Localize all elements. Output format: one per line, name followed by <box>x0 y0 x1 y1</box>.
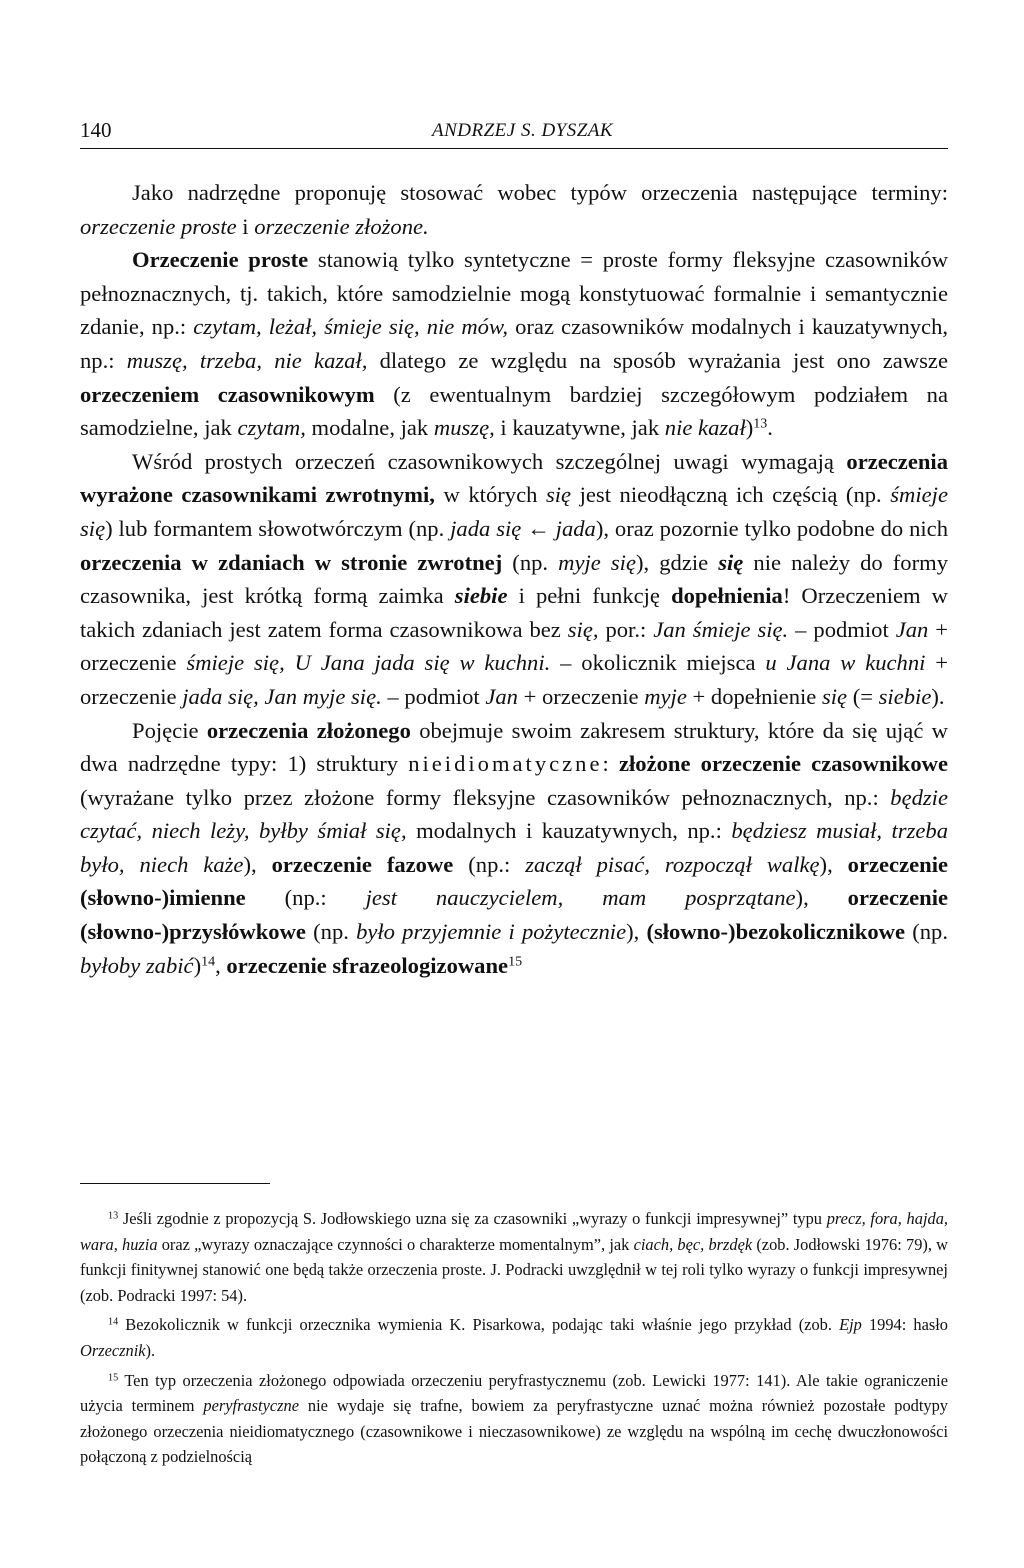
text-run: siebie <box>878 683 932 709</box>
text-run: śmieje się <box>80 482 948 541</box>
text-run: Jan śmieje się. <box>653 616 789 642</box>
text-run: Ejp <box>839 1315 862 1335</box>
text-run: muszę, <box>433 415 495 441</box>
text-run: siebie <box>454 583 508 609</box>
text-run: Jako nadrzędne proponuję stosować wobec typów orzeczenia następujące terminy: <box>132 180 948 205</box>
text-run: (zob. Jodłowski 1976: 79), w funkcji finitywnej stanowić one będą także orzeczenia proste. J. Podracki uwzględnił w tej roli tylko wyrazy o funkcji impresywnej (zob. Podracki 1997: 54). <box>80 1234 948 1305</box>
text-run: u Jana w kuchni <box>765 650 926 676</box>
text-run: orzeczenie proste <box>80 213 237 239</box>
text-run: ), <box>795 885 848 911</box>
text-run: śmieje się, U Jana jada się w kuchni. <box>186 650 551 676</box>
text-run: orzeczenie (słowno-)imienne <box>80 851 948 911</box>
text-run: + dopełnienie <box>686 683 822 709</box>
text-run: orzeczenie fazowe <box>271 851 454 877</box>
text-run: będzie czytać, niech leży, byłby śmiał się, <box>80 784 948 844</box>
text-run: nie należy do formy czasownika, jest krótką formą zaimka <box>80 549 948 609</box>
text-run: Orzeczenie proste <box>132 247 309 273</box>
text-run: ) lub formantem słowotwórczym (np. <box>105 515 451 541</box>
text-run: (np. <box>305 919 357 945</box>
text-run: ), <box>626 919 647 945</box>
text-run: ), <box>243 851 272 877</box>
text-run: muszę, trzeba, nie kazał, <box>126 347 368 373</box>
text-run: jada się, Jan myje się. <box>182 683 382 709</box>
footnote-14 <box>80 1312 948 1363</box>
text-run: ). <box>145 1340 156 1360</box>
text-run: i <box>236 213 255 239</box>
text-run: zaczął pisać, rozpoczął walkę <box>525 851 820 877</box>
running-head: ANDRZEJ S. DYSZAK <box>432 120 614 141</box>
text-run: Jan <box>895 616 929 642</box>
text-run: (słowno-)bezokolicznikowe <box>646 919 906 945</box>
paragraph-1 <box>80 176 948 243</box>
text-run: orzeczenie złożone. <box>254 213 429 239</box>
footnote-ref: 13 <box>108 1210 119 1222</box>
text-run: ), oraz pozornie tylko podobne do nich <box>595 515 948 541</box>
text-run: modalnych i kauzatywnych, np.: <box>406 818 732 844</box>
text-run: orzeczenie (słowno-)przysłówkowe <box>80 885 949 945</box>
text-run: orzeczenia złożonego <box>206 717 411 743</box>
text-run: (= <box>847 683 879 709</box>
text-run: czytam, leżał, śmieje się, nie mów, <box>193 314 509 340</box>
text-run: orzeczeniem czasownikowym <box>80 381 375 407</box>
text-run: było przyjemnie i pożytecznie <box>356 919 627 945</box>
paragraph-4 <box>80 714 948 983</box>
text-run: ciach, bęc, brzdęk <box>633 1234 753 1254</box>
text-run: + orzeczenie <box>80 616 949 676</box>
text-run: się <box>718 549 744 575</box>
text-run: nie kazał <box>664 415 746 441</box>
text-run: byłoby zabić <box>80 952 194 978</box>
text-run: + orzeczenie <box>80 650 949 709</box>
text-run: – podmiot <box>381 683 486 709</box>
text-run: dopełnienia <box>671 583 783 609</box>
footnote-15 <box>80 1368 948 1470</box>
text-run: i pełni funkcję <box>507 583 672 609</box>
page-number: 140 <box>80 118 112 142</box>
text-run: Ten typ orzeczenia złożonego odpowiada orzeczeniu peryfrastycznemu (zob. Lewicki 1977: 141). Ale takie ograniczenie użycia terminem <box>80 1370 948 1416</box>
footnote-ref: 14 <box>201 953 216 969</box>
text-run: orzeczenia wyrażone czasownikami zwrotnymi, <box>80 448 948 508</box>
text-run: jada się ← jada <box>450 515 596 541</box>
text-run: oraz „wyrazy oznaczające czynności o charakterze momentalnym”, jak <box>157 1234 634 1254</box>
text-run: będziesz musiał, trzeba było, niech każe <box>80 818 948 877</box>
text-run: złożone orzeczenie czasownikowe <box>618 751 948 777</box>
text-run: (np.: <box>453 851 526 877</box>
text-run: ), gdzie <box>635 549 719 575</box>
footnote-ref: 15 <box>508 953 523 969</box>
footnote-ref: 15 <box>108 1371 119 1383</box>
text-run: myje <box>644 683 687 709</box>
text-run: myje się <box>558 549 636 575</box>
text-run: , <box>215 952 227 978</box>
text-run: ! Orzeczeniem w takich zdaniach jest zatem forma czasownikowa bez <box>80 583 948 642</box>
book-page <box>80 0 948 1568</box>
text-run: Jan <box>485 683 518 709</box>
text-run: oraz czasowników modalnych i kauzatywnych, np.: <box>80 314 949 373</box>
text-run: się <box>545 482 572 508</box>
text-run: nie wydaje się trafne, bowiem za peryfrastyczne uznać można również pozostałe podtypy złożonego orzeczenia nieidiomatycznego (czasownikowe i nieczasownikowe) ze względu na wspólną im cechę dwuczłonowości połączoną z podzielnością <box>80 1396 949 1467</box>
text-run: ). <box>931 683 945 709</box>
text-run: (np. <box>905 919 948 945</box>
text-run: nieidiomatyczne <box>408 751 603 777</box>
text-run: się, <box>567 616 599 642</box>
text-run: modalne, jak <box>305 415 434 441</box>
text-run: (np.: <box>245 885 366 911</box>
text-run: ) <box>193 952 202 978</box>
text-run: Orzecznik <box>80 1340 146 1360</box>
text-run: i kauzatywne, jak <box>494 415 665 441</box>
footnote-13 <box>80 1206 948 1308</box>
text-run: się <box>821 683 848 709</box>
text-run: dlatego ze względu na sposób wyrażania jest ono zawsze <box>367 347 948 373</box>
paragraph-3 <box>80 445 948 714</box>
text-run: . <box>767 415 773 441</box>
text-run: precz, fora, hajda, wara, huzia <box>80 1209 948 1254</box>
text-run: + orzeczenie <box>517 683 645 709</box>
text-run: (np. <box>502 549 559 575</box>
text-run: orzeczenie sfrazeologizowane <box>226 952 509 978</box>
text-run: (wyrażane tylko przez złożone formy fleksyjne czasowników pełnoznacznych, np.: <box>80 784 891 810</box>
text-run: Pojęcie <box>132 717 207 743</box>
footnotes <box>80 1206 948 1474</box>
body-text <box>80 176 948 982</box>
text-run: 1994: hasło <box>861 1315 948 1335</box>
footnote-ref: 14 <box>108 1316 119 1328</box>
text-run: por.: <box>598 616 654 642</box>
text-run: czytam, <box>237 415 306 441</box>
text-run: (z ewentualnym bardziej szczegółowym podziałem na samodzielne, jak <box>80 381 948 441</box>
text-run: orzeczenia w zdaniach w stronie zwrotnej <box>80 549 503 575</box>
paragraph-2 <box>80 243 948 445</box>
text-run: : <box>602 751 619 777</box>
text-run: stanowią tylko syntetyczne = proste formy fleksyjne czasowników pełnoznacznych, tj. takich, które samodzielnie mogą konstytuować formalnie i semantycznie zdanie, np.: <box>80 247 949 340</box>
text-run: peryfrastyczne <box>203 1396 300 1416</box>
text-run: ) <box>745 415 754 441</box>
footnote-divider <box>80 1183 270 1184</box>
text-run: Wśród prostych orzeczeń czasownikowych szczególnej uwagi wymagają <box>132 448 847 474</box>
text-run: Jeśli zgodnie z propozycją S. Jodłowskiego uzna się za czasowniki „wyrazy o funkcji impresywnej” typu <box>118 1209 827 1228</box>
text-run: – podmiot <box>788 616 896 642</box>
text-run: Bezokolicznik w funkcji orzecznika wymienia K. Pisarkowa, podając taki właśnie jego przykład (zob. <box>118 1315 840 1335</box>
page-header <box>80 118 948 149</box>
text-run: jest nieodłączną ich częścią (np. <box>571 482 891 508</box>
text-run: jest nauczycielem, mam posprzątane <box>365 885 796 911</box>
text-run: obejmuje swoim zakresem struktury, które da się ująć w dwa nadrzędne typy: 1) struktury <box>80 717 948 777</box>
text-run: – okolicznik miejsca <box>550 650 766 676</box>
footnote-ref: 13 <box>753 416 768 432</box>
text-run: w których <box>434 482 546 508</box>
text-run: ), <box>819 851 848 877</box>
